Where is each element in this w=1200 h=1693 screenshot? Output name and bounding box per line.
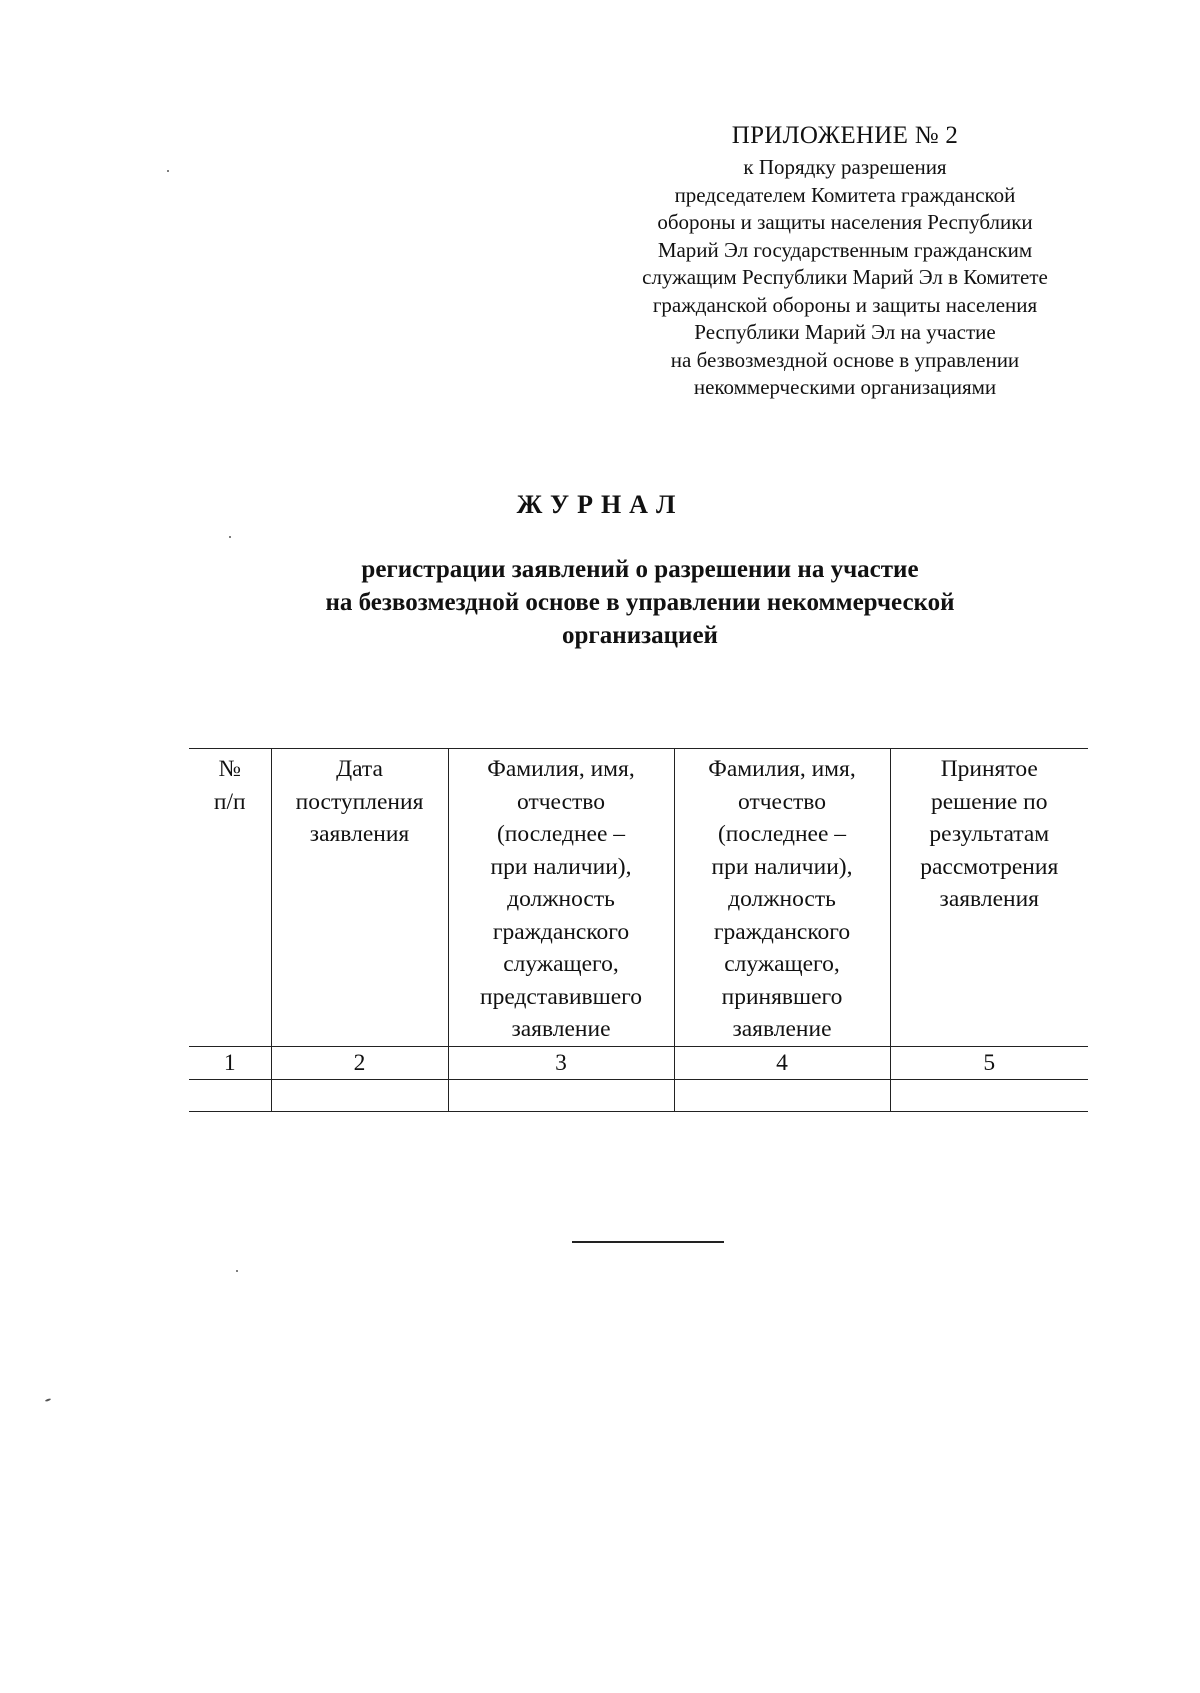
scan-speck bbox=[45, 1398, 51, 1402]
appendix-title: ПРИЛОЖЕНИЕ № 2 bbox=[731, 122, 959, 149]
header-receiver: Фамилия, имя, отчество (последнее – при наличии), должность гражданского служащего, принявшего заявление bbox=[674, 749, 890, 1047]
empty-cell bbox=[189, 1079, 271, 1111]
appendix-line: обороны и защиты населения Республики bbox=[657, 210, 1033, 234]
appendix-line: Республики Марий Эл на участие bbox=[694, 320, 996, 344]
empty-entry-row bbox=[189, 1079, 1088, 1111]
empty-cell bbox=[890, 1079, 1088, 1111]
header-number: № п/п bbox=[189, 749, 271, 1047]
appendix-line: председателем Комитета гражданской bbox=[674, 182, 1016, 207]
column-number: 2 bbox=[271, 1046, 448, 1079]
journal-title: ЖУРНАЛ bbox=[516, 490, 684, 519]
empty-cell bbox=[271, 1079, 448, 1111]
appendix-line: Марий Эл государственным гражданским bbox=[657, 237, 1033, 262]
table-header-row bbox=[189, 749, 1088, 1047]
journal-subtitle-line: регистрации заявлений о разрешении на участие bbox=[361, 556, 919, 583]
header-submitter: Фамилия, имя, отчество (последнее – при наличии), должность гражданского служащего, представившего заявление bbox=[448, 749, 674, 1047]
column-number: 4 bbox=[674, 1046, 890, 1079]
column-number: 1 bbox=[189, 1046, 271, 1079]
journal-subtitle-line: на безвозмездной основе в управлении некоммерческой bbox=[325, 589, 955, 616]
scan-speck bbox=[167, 170, 169, 172]
empty-cell bbox=[448, 1079, 674, 1111]
appendix-line: служащим Республики Марий Эл в Комитете bbox=[642, 265, 1048, 289]
journal-subtitle bbox=[200, 553, 1080, 652]
column-number: 3 bbox=[448, 1046, 674, 1079]
appendix-block bbox=[600, 120, 1090, 402]
empty-cell bbox=[674, 1079, 890, 1111]
appendix-line: к Порядку разрешения bbox=[743, 155, 947, 179]
scan-speck bbox=[236, 1270, 238, 1272]
column-number-row bbox=[189, 1046, 1088, 1079]
appendix-line: гражданской обороны и защиты населения bbox=[652, 292, 1038, 317]
scan-speck bbox=[229, 536, 231, 538]
journal-subtitle-line: организацией bbox=[562, 622, 718, 649]
appendix-line: на безвозмездной основе в управлении bbox=[670, 347, 1020, 372]
column-number: 5 bbox=[890, 1046, 1088, 1079]
appendix-line: некоммерческими организациями bbox=[693, 375, 997, 399]
header-decision: Принятое решение по результатам рассмотрения заявления bbox=[890, 749, 1088, 1047]
header-date: Дата поступления заявления bbox=[271, 749, 448, 1047]
registration-table bbox=[189, 748, 1088, 1112]
closing-separator-line bbox=[572, 1241, 724, 1243]
